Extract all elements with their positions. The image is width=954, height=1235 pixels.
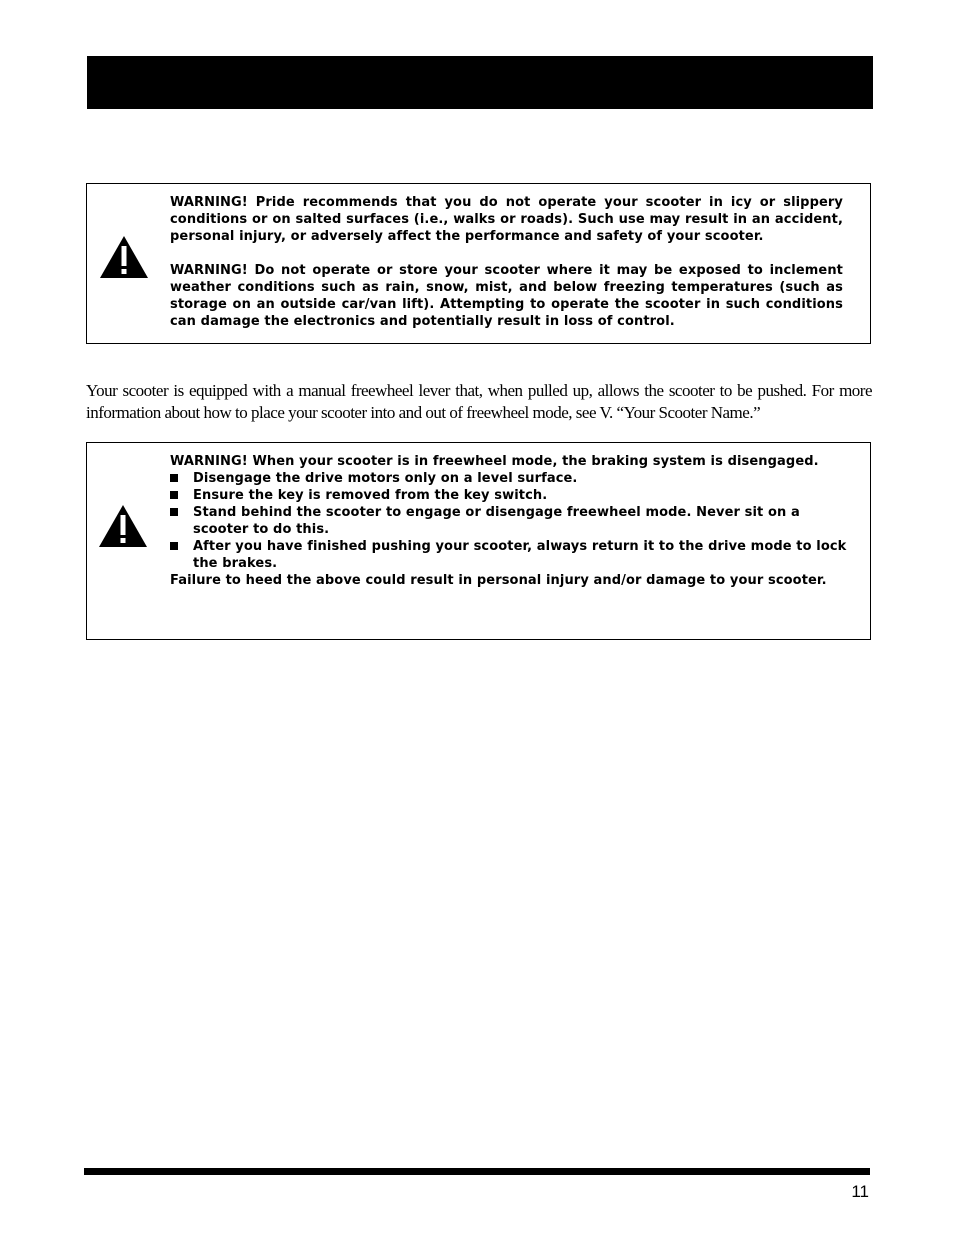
list-item: [170, 470, 850, 487]
warning-footer: Failure to heed the above could result in personal injury and/or damage to your scooter.: [170, 573, 827, 588]
page-number: 11: [851, 1182, 869, 1201]
warning-paragraph-icy: WARNING! Pride recommends that you do not operate your scooter in icy or slippery conditions or on salted surfaces (i.e., walks or roads). Such use may result in an accident, personal injury, or adversely affect the performance and safety of your scooter.: [170, 195, 843, 244]
warning-heading: WARNING! When your scooter is in freewheel mode, the braking system is disengaged.: [170, 454, 819, 469]
list-item: [170, 487, 850, 504]
freewheel-paragraph: Your scooter is equipped with a manual freewheel lever that, when pulled up, allows the scooter to be pushed. For more information about how to place your scooter into and out of freewheel mode, see V. “Your Scooter Name.”: [86, 381, 872, 422]
warning-triangle-icon: [98, 504, 148, 548]
warning-paragraph-weather: WARNING! Do not operate or store your scooter where it may be exposed to inclement weather conditions such as rain, snow, mist, and below freezing temperatures (such as storage on an outside car/van lift). Attempting to operate the scooter in such conditions can damage the electronics and potentially result in loss of control.: [170, 263, 843, 329]
bullet-text: Disengage the drive motors only on a level surface.: [193, 471, 578, 486]
warning-triangle-icon: [99, 235, 149, 279]
warning-bullet-list: [170, 470, 850, 572]
list-item: [170, 538, 850, 572]
footer-rule: [84, 1168, 870, 1175]
bullet-text: Ensure the key is removed from the key switch.: [193, 488, 548, 503]
warning-text: [170, 194, 843, 330]
bullet-text: Stand behind the scooter to engage or disengage freewheel mode. Never sit on a scooter to do this.: [193, 505, 800, 537]
warning-text: [170, 453, 850, 589]
list-item: [170, 504, 850, 538]
warning-box-icy-conditions: [86, 183, 871, 344]
header-bar: [87, 56, 873, 109]
warning-box-freewheel: [86, 442, 871, 640]
bullet-text: After you have finished pushing your scooter, always return it to the drive mode to lock the brakes.: [193, 539, 847, 571]
